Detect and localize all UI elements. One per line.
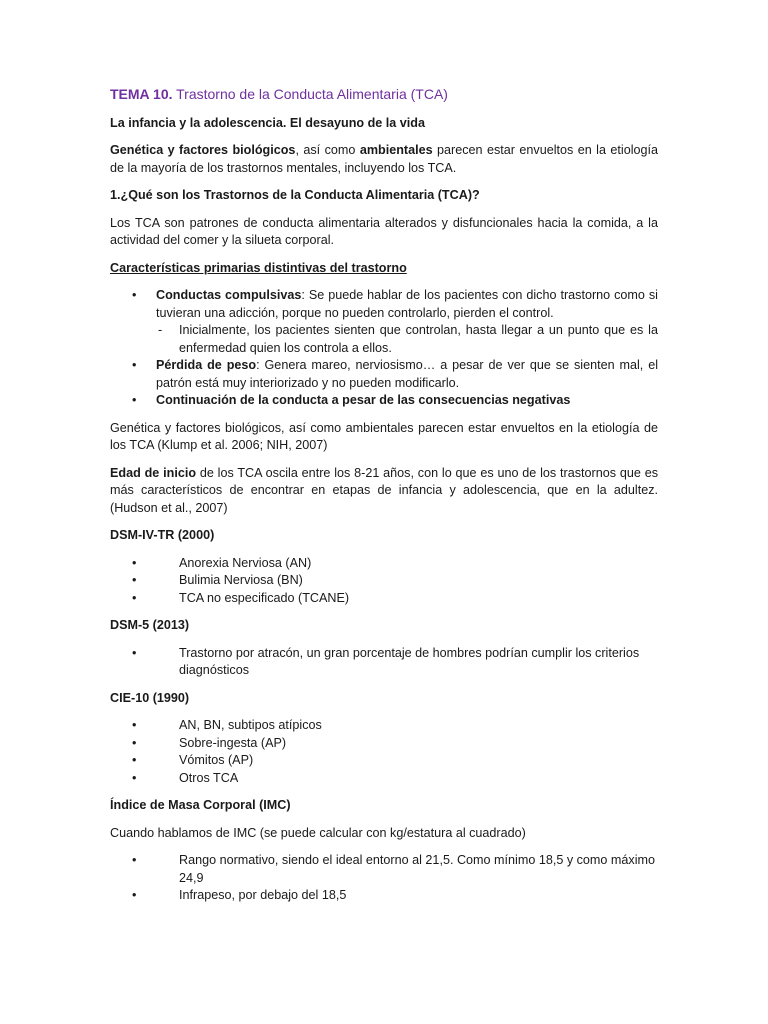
list-item: • Infrapeso, por debajo del 18,5 [110,887,658,905]
definition-paragraph: Los TCA son patrones de conducta alimentaria alterados y disfuncionales hacia la comida, a la actividad del comer y la silueta corporal. [110,215,658,247]
sub-list [156,322,658,357]
dsm4-list [110,555,658,608]
list-item: • Rango normativo, siendo el ideal entorno al 21,5. Como mínimo 18,5 y como máximo 24,9 [110,852,658,887]
imc-list [110,852,658,905]
subtitle: La infancia y la adolescencia. El desayuno de la vida [110,115,425,130]
list-item: - Inicialmente, los pacientes sienten que controlan, hasta llegar a un punto que es la enfermedad quien los controla a ellos. [156,322,658,357]
intro-paragraph: Genética y factores biológicos, así como ambientales parecen estar envueltos en la etiología de la mayoría de los trastornos mentales, incluyendo los TCA. [110,143,659,175]
onset-paragraph: Edad de inicio de los TCA oscila entre los 8-21 años, con lo que es uno de los trastornos que es más característicos de encontrar en etapas de infancia y adolescencia, que en la adultez. (Hudson et al., 2007) [110,465,658,515]
section-question: 1.¿Qué son los Trastornos de la Conducta Alimentaria (TCA)? [110,188,480,202]
cie10-list [110,717,658,787]
list-item: • Conductas compulsivas: Se puede hablar de los pacientes con dicho trastorno como si tuvieran una adicción, porque no pueden controlarlo, pierden el control. - Inicialmente, los pacientes sienten que controlan, hasta llegar a un punto que es la enfermedad quien los controla a ellos. [110,287,658,357]
characteristics-list [110,287,658,410]
genetics-paragraph: Genética y factores biológicos, así como ambientales parecen estar envueltos en la etiología de los TCA (Klump et al. 2006; NIH, 2007) [110,420,658,452]
list-item: • Sobre-ingesta (AP) [110,735,658,753]
list-item: • AN, BN, subtipos atípicos [110,717,658,735]
cie10-heading: CIE-10 (1990) [110,690,190,705]
list-item: • TCA no especificado (TCANE) [110,590,658,608]
list-item: • Continuación de la conducta a pesar de las consecuencias negativas [110,392,658,410]
document-title: TEMA 10. Trastorno de la Conducta Alimentaria (TCA) [110,86,448,102]
characteristics-heading: Características primarias distintivas del trastorno [110,260,407,275]
dsm4-heading: DSM-IV-TR (2000) [110,528,215,542]
list-item: • Vómitos (AP) [110,752,658,770]
list-item: • Trastorno por atracón, un gran porcentaje de hombres podrían cumplir los criterios diagnósticos [110,645,658,680]
list-item: • Bulimia Nerviosa (BN) [110,572,658,590]
dsm5-list [110,645,658,680]
list-item: • Otros TCA [110,770,658,788]
imc-heading: Índice de Masa Corporal (IMC) [110,798,291,812]
dsm5-heading: DSM-5 (2013) [110,618,190,632]
list-item: • Anorexia Nerviosa (AN) [110,555,658,573]
list-item: • Pérdida de peso: Genera mareo, nerviosismo… a pesar de ver que se sienten mal, el patrón está muy interiorizado y no pueden modificarlo. [110,357,658,392]
imc-intro: Cuando hablamos de IMC (se puede calcular con kg/estatura al cuadrado) [110,825,526,840]
